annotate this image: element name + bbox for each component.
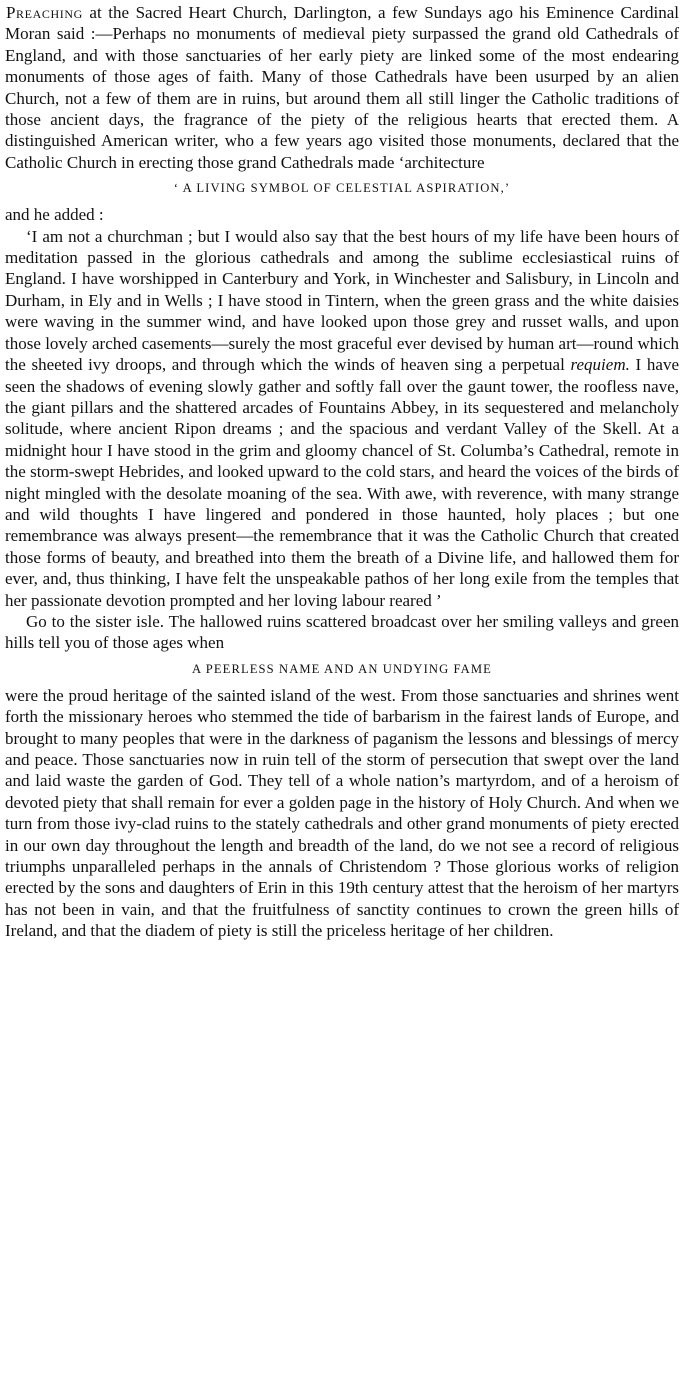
transition-line: and he added : (5, 205, 104, 225)
quotation-text-part-2: I have seen the shadows of evening slowly gather and softly fall over the gaunt tower, the roofless nave, the giant pillars and the shattered arcades of Fountains Abbey, in its sequestered and melancholy solitude, where ancient Ripon dreams ; and the spacious and verdant Valley of the Skell. At a midnight hour I have stood in the grim and gloomy chancel of St. Columba’s Cathedral, remote in the storm-swept Hebrides, and looked upward to the cold stars, and heard the voices of the birds of night mingled with the desolate moaning of the sea. With awe, with reverence, with many strange and wild thoughts I have lingered and pondered in those haunted, holy places ; but one remembrance was always present—the remembrance that it was the Catholic Church that created those forms of beauty, and breathed into them the breath of a Divine life, and hallowed them for ever, and, thus thinking, I have felt the unspeakable pathos of her long exile from the temples that her passionate devotion prompted and her loving labour reared ’ (5, 355, 679, 610)
quotation-paragraph (5, 226, 679, 611)
sister-isle-paragraph: Go to the sister isle. The hallowed ruins scattered broadcast over her smiling valleys and green hills tell you of those ages when (5, 611, 679, 653)
opening-word: Preaching (6, 3, 83, 22)
section-heading-living-symbol: ‘ A LIVING SYMBOL OF CELESTIAL ASPIRATION,’ (173, 181, 511, 196)
requiem-italic: requiem. (570, 355, 630, 375)
section-heading-peerless-name: A PEERLESS NAME AND AN UNDYING FAME (192, 661, 492, 676)
closing-paragraph: were the proud heritage of the sainted island of the west. From those sanctuaries and shrines went forth the missionary heroes who stemmed the tide of barbarism in the fairest lands of Europe, and brought to many peoples that were in the darkness of paganism the lessons and blessings of mercy and peace. Those sanctuaries now in ruin tell of the storm of persecution that swept over the land and laid waste the garden of God. They tell of a whole nation’s martyrdom, and of a heroism of devoted piety that shall remain for ever a golden page in the history of Holy Church. And when we turn from those ivy-clad ruins to the stately cathedrals and other grand monuments of piety erected in our own day throughout the length and breadth of the land, do we not see a record of religious triumphs unparalleled perhaps in the annals of Christendom ? Those glorious works of religion erected by the sons and daughters of Erin in this 19th century attest that the heroism of her martyrs has not been in vain, and that the fruitfulness of sanctity continues to crown the green hills of Ireland, and that the diadem of piety is still the priceless heritage of her children. (5, 685, 679, 941)
opening-paragraph-text: at the Sacred Heart Church, Darlington, a few Sundays ago his Eminence Cardinal Moran said :—Perhaps no monuments of medieval piety surpassed the grand old Cathedrals of England, and with those sanctuaries of her early piety are linked some of the most endearing monuments of those ages of faith. Many of those Cathedrals have been usurped by an alien Church, not a few of them are in ruins, but around them all still linger the Catholic traditions of those ancient days, the fragrance of the piety of the religious hearts that erected them. A distinguished American writer, who a few years ago visited those monuments, declared that the Catholic Church in erecting those grand Cathedrals made ‘architecture (5, 3, 679, 172)
opening-paragraph (5, 2, 679, 173)
quotation-text-part-1: ‘I am not a churchman ; but I would also say that the best hours of my life have been hours of meditation passed in the glorious cathedrals and among the sublime ecclesiastical ruins of England. I have worshipped in Canterbury and York, in Winchester and Salisbury, in Lincoln and Durham, in Ely and in Wells ; I have stood in Tintern, when the green grass and the white daisies were waving in the summer wind, and have looked upon those grey and russet walls, and upon those lovely arched casements—surely the most graceful ever devised by human art—round which the sheeted ivy droops, and through which the winds of heaven sing a perpetual (5, 226, 679, 375)
